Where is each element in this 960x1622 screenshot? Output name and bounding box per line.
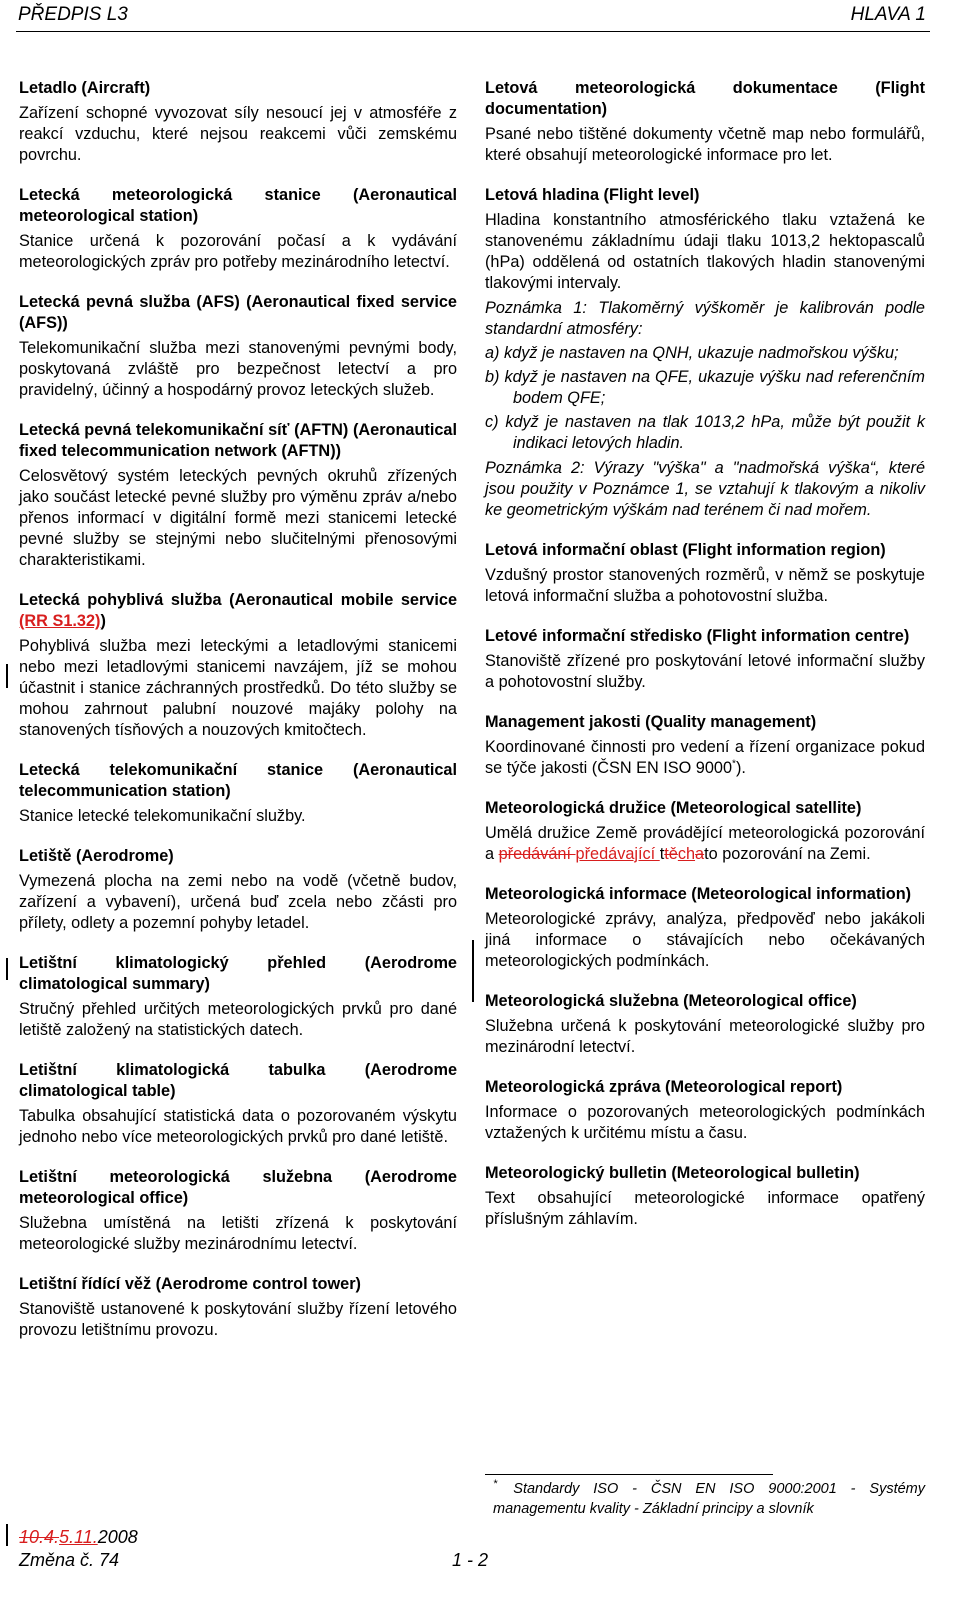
definition-term — [19, 590, 457, 632]
definition-text: Stanice letecké telekomunikační služby. — [19, 807, 306, 825]
deleted-text: předávání — [498, 845, 576, 863]
definition-entry — [485, 78, 925, 166]
footer-amendment: Změna č. 74 — [19, 1550, 120, 1570]
definition-entry — [19, 953, 457, 1041]
definition-text: Pohyblivá služba mezi leteckými a letadlovými stanicemi nebo mezi letadlovými stanicemi navzájem, jíž se mohou účastnit i stanice záchranných prostředků. Do této služby se mohou zahrnout palubní nouzové majáky polohy na stanovených tísňových a nouzových kmitočtech. — [19, 637, 457, 739]
definition-term: Meteorologická zpráva (Meteorological report) — [485, 1078, 843, 1096]
inserted-text: předávající — [575, 845, 660, 863]
note-1-list — [485, 343, 925, 454]
deleted-date: 10.4. — [19, 1527, 60, 1547]
definition-entry — [19, 1060, 457, 1148]
definition-text: Stanoviště zřízené pro poskytování letové informační služby a pohotovostní služby. — [485, 652, 925, 691]
definition-term: Letiště (Aerodrome) — [19, 847, 174, 865]
inserted-text: ch — [677, 845, 696, 863]
note-list-item: a) když je nastaven na QNH, ukazuje nadmořskou výšku; — [485, 344, 899, 362]
definition-text: Stanice určená k pozorování počasí a k vydávání meteorologických zpráv pro potřeby mezinárodního letectví. — [19, 232, 457, 271]
definition-text: Celosvětový systém leteckých pevných okruhů zřízených jako součást letecké pevné služby pro výměnu zpráv a/nebo přenos informací v digitální formě mezi stanicemi letecké pevné služby se stejnými nebo slučitelnými přenosovými charakteristikami. — [19, 467, 457, 569]
definition-term: Letecká meteorologická stanice (Aeronautical meteorological station) — [19, 186, 457, 225]
definition-text-end: ). — [735, 759, 746, 777]
definition-entry — [485, 540, 925, 607]
definition-term: Meteorologická služebna (Meteorological office) — [485, 992, 857, 1010]
definition-term: Meteorologická informace (Meteorological information) — [485, 885, 912, 903]
deleted-text: a — [695, 845, 705, 863]
definition-text: Psané nebo tištěné dokumenty včetně map nebo formulářů, které obsahují meteorologické informace pro let. — [485, 125, 925, 164]
definition-term: Letadlo (Aircraft) — [19, 79, 151, 97]
definition-term: Letecká telekomunikační stanice (Aeronautical telecommunication station) — [19, 761, 457, 800]
definition-text: Vymezená plocha na zemi nebo na vodě (včetně budov, zařízení a vybavení), určená buď zcela nebo zčásti pro přílety, odlety a pozemní pohyby letadel. — [19, 872, 457, 932]
definition-text: Služebna určená k poskytování meteorologické služby pro mezinárodní letectví. — [485, 1017, 925, 1056]
definition-entry — [19, 590, 457, 741]
definition-entry — [485, 712, 925, 779]
note-1: Poznámka 1: Tlakoměrný výškoměr je kalibrován podle standardní atmosféry: — [485, 299, 925, 338]
definition-entry — [485, 1077, 925, 1144]
definition-text — [485, 737, 925, 779]
deleted-text: tě — [664, 845, 678, 863]
definition-text: Tabulka obsahující statistická data o pozorovaném výskytu jednoho nebo více meteorologických prvků pro dané letiště. — [19, 1107, 457, 1146]
note-list-item: b) když je nastaven na QFE, ukazuje výšku nad referenčním bodem QFE; — [485, 368, 925, 407]
footnote-text: Standardy ISO - ČSN EN ISO 9000:2001 - Systémy managementu kvality - Základní principy a slovník — [493, 1481, 925, 1517]
header-divider — [16, 31, 930, 32]
definition-entry — [19, 760, 457, 827]
definition-text-end: to pozorování na Zemi. — [704, 845, 871, 863]
left-column — [19, 78, 457, 1360]
definition-entry — [19, 292, 457, 401]
definition-text: Vzdušný prostor stanovených rozměrů, v němž se poskytuje letová informační služba a pohotovostní služba. — [485, 566, 925, 605]
change-bar — [472, 940, 474, 1002]
footnote-mark: * — [493, 1478, 498, 1490]
definition-text-part: Umělá družice Země provádějící meteorologická pozorování a — [485, 824, 925, 863]
inserted-reference: (RR S1.32) — [19, 612, 101, 630]
definition-entry — [485, 626, 925, 693]
definition-text: Stručný přehled určitých meteorologických prvků pro dané letiště založený na statistických datech. — [19, 1000, 457, 1039]
term-text-end: ) — [100, 612, 106, 630]
change-bar — [6, 1524, 8, 1546]
definition-term: Letištní klimatologický přehled (Aerodrome climatological summary) — [19, 954, 457, 993]
definition-term: Letištní klimatologická tabulka (Aerodrome climatological table) — [19, 1061, 457, 1100]
header-regulation: PŘEDPIS L3 — [18, 4, 128, 25]
definition-entry — [19, 1274, 457, 1341]
definition-text-part: Koordinované činnosti pro vedení a řízení organizace pokud se týče jakosti (ČSN EN ISO 9000 — [485, 738, 925, 777]
definition-entry — [485, 1163, 925, 1230]
header-chapter: HLAVA 1 — [850, 4, 926, 25]
definition-entry — [485, 185, 925, 521]
footnote-reference: * — [732, 758, 736, 770]
definition-entry — [19, 78, 457, 166]
definition-term: Letecká pevná služba (AFS) (Aeronautical fixed service (AFS)) — [19, 293, 457, 332]
definition-term: Management jakosti (Quality management) — [485, 713, 817, 731]
note-list-item: c) když je nastaven na tlak 1013,2 hPa, může být použit k indikaci letových hladin. — [485, 413, 925, 452]
footnote-divider — [485, 1474, 773, 1475]
date-year: 2008 — [97, 1527, 138, 1547]
footer-date — [19, 1526, 138, 1548]
definition-term: Meteorologický bulletin (Meteorological bulletin) — [485, 1164, 860, 1182]
right-column — [485, 78, 925, 1249]
definition-term: Letová meteorologická dokumentace (Flight documentation) — [485, 79, 925, 118]
definition-text: Informace o pozorovaných meteorologických podmínkách vztažených k určitému místu a času. — [485, 1103, 925, 1142]
definition-text-part: t — [659, 845, 665, 863]
definition-text — [485, 823, 925, 865]
definition-term: Letištní řídící věž (Aerodrome control tower) — [19, 1275, 361, 1293]
definition-text: Stanoviště ustanovené k poskytování služby řízení letového provozu letištnímu provozu. — [19, 1300, 457, 1339]
change-bar — [6, 664, 8, 688]
footnote — [493, 1480, 925, 1519]
definition-term: Letová informační oblast (Flight information region) — [485, 541, 886, 559]
definition-text: Meteorologické zprávy, analýza, předpověď nebo jakákoli jiná informace o stávajících nebo očekávaných meteorologických podmínkách. — [485, 910, 925, 970]
definition-entry — [19, 185, 457, 273]
definition-text: Služebna umístěná na letišti zřízená k poskytování meteorologické služby mezinárodnímu letectví. — [19, 1214, 457, 1253]
inserted-date: 5.11. — [59, 1527, 98, 1547]
definition-entry — [19, 1167, 457, 1255]
definition-term: Letové informační středisko (Flight information centre) — [485, 627, 910, 645]
definition-entry — [485, 991, 925, 1058]
definition-term: Letištní meteorologická služebna (Aerodrome meteorological office) — [19, 1168, 457, 1207]
definition-entry — [485, 798, 925, 865]
definition-text: Hladina konstantního atmosférického tlaku vztažená ke stanovenému základnímu údaji tlaku 1013,2 hektopascalů (hPa) oddělená od ostatních tlakových hladin stanovenými tlakovými intervaly. — [485, 211, 925, 292]
term-text: Letecká pohyblivá služba (Aeronautical mobile service — [19, 591, 457, 609]
definition-text: Text obsahující meteorologické informace opatřený příslušným záhlavím. — [485, 1189, 925, 1228]
definition-text: Telekomunikační služba mezi stanovenými pevnými body, poskytovaná zvláště pro bezpečnost letectví a pro pravidelný, účinný a hospodárný provoz leteckých služeb. — [19, 339, 457, 399]
page-number: 1 - 2 — [452, 1550, 489, 1570]
definition-entry — [19, 846, 457, 934]
definition-entry — [19, 420, 457, 571]
definition-term: Letová hladina (Flight level) — [485, 186, 700, 204]
definition-text: Zařízení schopné vyvozovat síly nesoucí jej v atmosféře z reakcí vzduchu, které nejsou reakcemi vůči zemskému povrchu. — [19, 104, 457, 164]
definition-entry — [485, 884, 925, 972]
change-bar — [6, 958, 8, 980]
definition-term: Letecká pevná telekomunikační síť (AFTN) (Aeronautical fixed telecommunication network (AFTN)) — [19, 421, 457, 460]
note-2: Poznámka 2: Výrazy "výška" a "nadmořská výška“, které jsou použity v Poznámce 1, se vztahují k tlakovým a nikoliv ke geometrickým výškám nad terénem či nad mořem. — [485, 459, 925, 519]
definition-term: Meteorologická družice (Meteorological satellite) — [485, 799, 862, 817]
